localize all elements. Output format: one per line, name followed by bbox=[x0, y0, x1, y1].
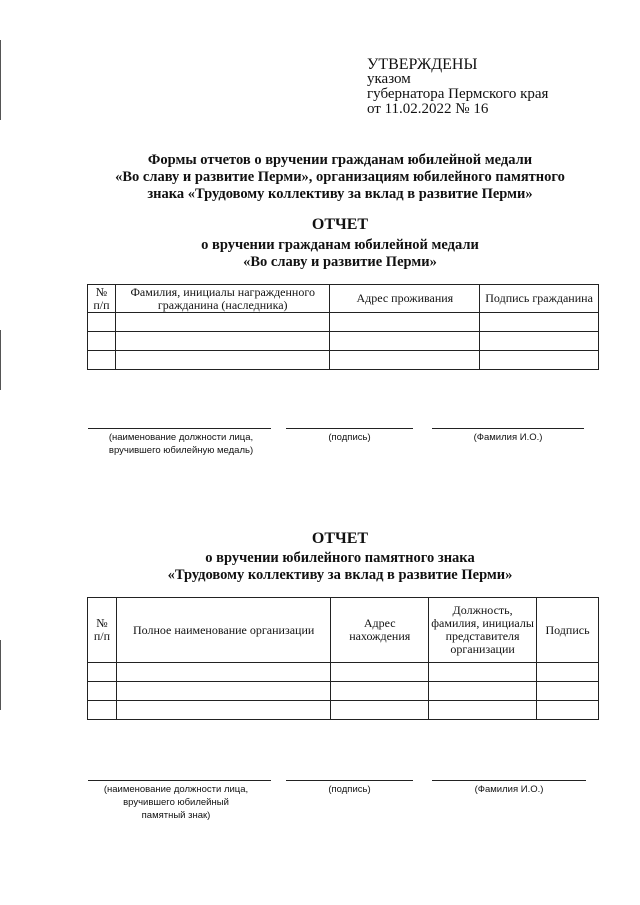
column-header-address: Адрес нахождения bbox=[331, 598, 429, 663]
table-cell[interactable] bbox=[116, 701, 330, 720]
table-cell[interactable] bbox=[88, 351, 116, 370]
signature-caption-position: (наименование должности лица, вручившего юбилейную медаль) bbox=[108, 432, 254, 456]
forms-title-line: Формы отчетов о вручении гражданам юбилейной медали bbox=[147, 152, 533, 168]
table-cell[interactable] bbox=[88, 332, 116, 351]
report1-subtitle-line: о вручении гражданам юбилейной медали bbox=[201, 237, 479, 253]
forms-title bbox=[40, 152, 640, 203]
table-header-row bbox=[88, 285, 599, 313]
column-header-signature: Подпись гражданина bbox=[480, 285, 599, 313]
table-cell[interactable] bbox=[115, 313, 330, 332]
table-cell[interactable] bbox=[115, 332, 330, 351]
table-cell[interactable] bbox=[331, 682, 429, 701]
column-header-name: Фамилия, инициалы награжденного гражданина (наследника) bbox=[115, 285, 330, 313]
table-cell[interactable] bbox=[429, 701, 537, 720]
column-header-address: Адрес проживания bbox=[330, 285, 480, 313]
signature-line-name bbox=[432, 780, 586, 781]
table-cell[interactable] bbox=[480, 332, 599, 351]
column-header-num: № п/п bbox=[88, 285, 116, 313]
table-cell[interactable] bbox=[331, 663, 429, 682]
table-cell[interactable] bbox=[116, 663, 330, 682]
approval-heading: УТВЕРЖДЕНЫ bbox=[367, 56, 478, 73]
table-cell[interactable] bbox=[331, 701, 429, 720]
column-header-representative: Должность, фамилия, инициалы представителя организации bbox=[429, 598, 537, 663]
signature-line-position bbox=[88, 428, 271, 429]
report2-title: ОТЧЕТ bbox=[311, 530, 369, 547]
table-cell[interactable] bbox=[115, 351, 330, 370]
table-cell[interactable] bbox=[537, 701, 599, 720]
table-cell[interactable] bbox=[116, 682, 330, 701]
approval-line: губернатора Пермского края bbox=[367, 86, 549, 102]
table-cell[interactable] bbox=[88, 701, 117, 720]
table-cell[interactable] bbox=[537, 682, 599, 701]
table-row bbox=[88, 663, 599, 682]
column-header-signature: Подпись bbox=[537, 598, 599, 663]
signature-caption-name: (Фамилия И.О.) bbox=[474, 784, 544, 795]
scan-margin-mark bbox=[0, 40, 1, 120]
report2-subtitle-line: о вручении юбилейного памятного знака bbox=[205, 550, 475, 566]
signature-line-name bbox=[432, 428, 584, 429]
table-row bbox=[88, 332, 599, 351]
report2-subtitle-line: «Трудовому коллективу за вклад в развитие Перми» bbox=[167, 567, 513, 583]
signature-line-sign bbox=[286, 428, 413, 429]
report1-subtitle-line: «Во славу и развитие Перми» bbox=[243, 254, 437, 270]
report1-table bbox=[87, 284, 599, 370]
approval-line: указом bbox=[367, 71, 411, 87]
forms-title-line: знака «Трудовому коллективу за вклад в развитие Перми» bbox=[147, 186, 533, 202]
table-cell[interactable] bbox=[88, 682, 117, 701]
approval-date: от 11.02.2022 № 16 bbox=[367, 101, 489, 117]
forms-title-line: «Во славу и развитие Перми», организациям юбилейного памятного bbox=[115, 169, 565, 185]
table-cell[interactable] bbox=[537, 663, 599, 682]
table-row bbox=[88, 701, 599, 720]
report2-table bbox=[87, 597, 599, 720]
approval-block bbox=[367, 57, 548, 117]
report2-subtitle bbox=[40, 550, 640, 584]
table-cell[interactable] bbox=[429, 663, 537, 682]
column-header-org: Полное наименование организации bbox=[116, 598, 330, 663]
signature-caption-sign: (подпись) bbox=[328, 432, 371, 443]
table-row bbox=[88, 682, 599, 701]
table-cell[interactable] bbox=[88, 313, 116, 332]
report1-subtitle bbox=[40, 237, 640, 271]
table-cell[interactable] bbox=[88, 663, 117, 682]
column-header-num: № п/п bbox=[88, 598, 117, 663]
scan-margin-mark bbox=[0, 330, 1, 390]
table-cell[interactable] bbox=[429, 682, 537, 701]
table-header-row bbox=[88, 598, 599, 663]
signature-line-sign bbox=[286, 780, 413, 781]
report1-title: ОТЧЕТ bbox=[311, 216, 369, 233]
table-cell[interactable] bbox=[330, 351, 480, 370]
table-cell[interactable] bbox=[480, 351, 599, 370]
table-cell[interactable] bbox=[330, 313, 480, 332]
table-cell[interactable] bbox=[330, 332, 480, 351]
table-row bbox=[88, 313, 599, 332]
table-cell[interactable] bbox=[480, 313, 599, 332]
table-row bbox=[88, 351, 599, 370]
scan-margin-mark bbox=[0, 640, 1, 710]
signature-line-position bbox=[88, 780, 271, 781]
signature-caption-position: (наименование должности лица, вручившего юбилейный памятный знак) bbox=[103, 784, 249, 821]
signature-caption-name: (Фамилия И.О.) bbox=[473, 432, 543, 443]
signature-caption-sign: (подпись) bbox=[328, 784, 371, 795]
